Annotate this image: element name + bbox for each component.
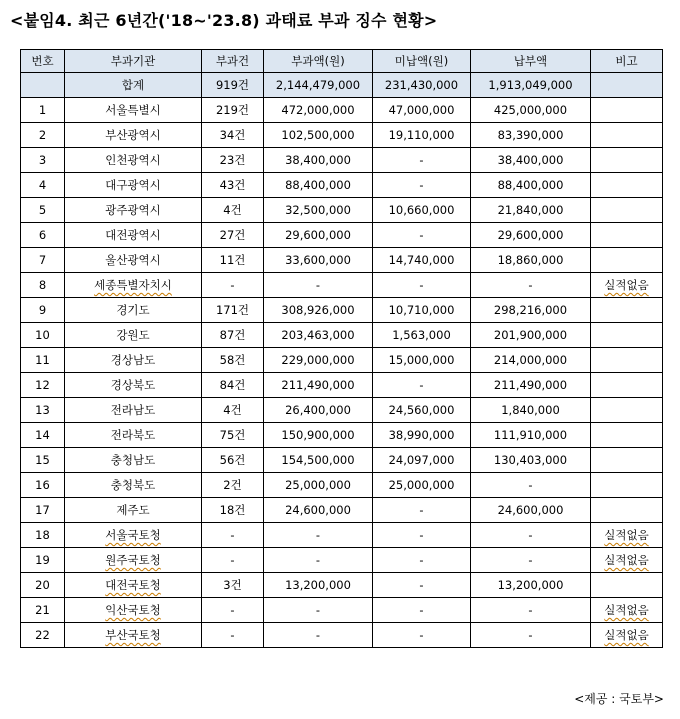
row-note: 실적없음 (591, 523, 663, 548)
row-note: 실적없음 (591, 623, 663, 648)
total-label: 합계 (65, 73, 202, 98)
row-unpaid: 1,563,000 (373, 323, 471, 348)
row-imposed: 154,500,000 (264, 448, 373, 473)
row-agency: 서울특별시 (65, 98, 202, 123)
row-agency: 대전국토청 (65, 573, 202, 598)
row-note: 실적없음 (591, 548, 663, 573)
row-note (591, 498, 663, 523)
row-agency: 광주광역시 (65, 198, 202, 223)
row-imposed: - (264, 598, 373, 623)
row-count: 171건 (202, 298, 264, 323)
row-agency: 경상남도 (65, 348, 202, 373)
total-count: 919건 (202, 73, 264, 98)
row-note (591, 98, 663, 123)
table-row (21, 173, 663, 198)
row-paid: 88,400,000 (471, 173, 591, 198)
table-row (21, 273, 663, 298)
row-unpaid: - (373, 548, 471, 573)
row-no: 11 (21, 348, 65, 373)
row-paid: 1,840,000 (471, 398, 591, 423)
row-agency: 강원도 (65, 323, 202, 348)
row-imposed: 102,500,000 (264, 123, 373, 148)
table-row (21, 473, 663, 498)
row-paid: 201,900,000 (471, 323, 591, 348)
row-agency: 원주국토청 (65, 548, 202, 573)
row-no: 15 (21, 448, 65, 473)
row-agency: 대전광역시 (65, 223, 202, 248)
row-paid: 83,390,000 (471, 123, 591, 148)
row-no: 10 (21, 323, 65, 348)
row-paid: - (471, 473, 591, 498)
row-note (591, 573, 663, 598)
table-row (21, 523, 663, 548)
row-imposed: 13,200,000 (264, 573, 373, 598)
row-paid: 38,400,000 (471, 148, 591, 173)
table-row (21, 548, 663, 573)
row-no: 20 (21, 573, 65, 598)
table-row (21, 448, 663, 473)
row-agency: 익산국토청 (65, 598, 202, 623)
row-agency: 전라남도 (65, 398, 202, 423)
row-paid: - (471, 273, 591, 298)
row-no: 9 (21, 298, 65, 323)
row-imposed: - (264, 548, 373, 573)
row-agency: 부산국토청 (65, 623, 202, 648)
row-no: 16 (21, 473, 65, 498)
row-count: 56건 (202, 448, 264, 473)
row-imposed: 472,000,000 (264, 98, 373, 123)
row-no: 19 (21, 548, 65, 573)
row-unpaid: - (373, 598, 471, 623)
row-unpaid: 10,710,000 (373, 298, 471, 323)
row-count: 2건 (202, 473, 264, 498)
row-no: 12 (21, 373, 65, 398)
row-note (591, 448, 663, 473)
row-count: 4건 (202, 198, 264, 223)
row-unpaid: - (373, 498, 471, 523)
total-paid: 1,913,049,000 (471, 73, 591, 98)
row-no: 8 (21, 273, 65, 298)
row-agency: 경기도 (65, 298, 202, 323)
row-count: - (202, 598, 264, 623)
column-header-note: 비고 (591, 50, 663, 73)
row-paid: - (471, 623, 591, 648)
row-count: 23건 (202, 148, 264, 173)
row-imposed: 38,400,000 (264, 148, 373, 173)
table-row (21, 573, 663, 598)
row-count: 219건 (202, 98, 264, 123)
row-unpaid: 10,660,000 (373, 198, 471, 223)
row-unpaid: 19,110,000 (373, 123, 471, 148)
column-header-paid: 납부액 (471, 50, 591, 73)
row-imposed: 308,926,000 (264, 298, 373, 323)
table-row (21, 348, 663, 373)
row-paid: - (471, 548, 591, 573)
table-row (21, 248, 663, 273)
row-no: 18 (21, 523, 65, 548)
row-no: 14 (21, 423, 65, 448)
row-paid: 298,216,000 (471, 298, 591, 323)
row-unpaid: 15,000,000 (373, 348, 471, 373)
row-count: 18건 (202, 498, 264, 523)
row-paid: 24,600,000 (471, 498, 591, 523)
row-note (591, 148, 663, 173)
table-row (21, 98, 663, 123)
row-paid: 425,000,000 (471, 98, 591, 123)
row-no: 13 (21, 398, 65, 423)
row-imposed: 32,500,000 (264, 198, 373, 223)
row-count: 58건 (202, 348, 264, 373)
row-unpaid: 14,740,000 (373, 248, 471, 273)
row-imposed: 33,600,000 (264, 248, 373, 273)
row-agency: 충청북도 (65, 473, 202, 498)
row-agency: 대구광역시 (65, 173, 202, 198)
row-note (591, 423, 663, 448)
row-paid: 13,200,000 (471, 573, 591, 598)
collection-status-table (20, 49, 663, 648)
row-no: 3 (21, 148, 65, 173)
row-count: 3건 (202, 573, 264, 598)
row-agency: 울산광역시 (65, 248, 202, 273)
row-count: 84건 (202, 373, 264, 398)
row-no: 5 (21, 198, 65, 223)
table-row (21, 598, 663, 623)
row-imposed: 150,900,000 (264, 423, 373, 448)
row-note (591, 323, 663, 348)
row-no: 22 (21, 623, 65, 648)
row-count: - (202, 623, 264, 648)
row-count: - (202, 548, 264, 573)
row-no: 2 (21, 123, 65, 148)
row-imposed: - (264, 623, 373, 648)
row-paid: - (471, 598, 591, 623)
table-row (21, 623, 663, 648)
row-imposed: 229,000,000 (264, 348, 373, 373)
total-unpaid: 231,430,000 (373, 73, 471, 98)
row-paid: 18,860,000 (471, 248, 591, 273)
table-row (21, 223, 663, 248)
table-row (21, 198, 663, 223)
total-no (21, 73, 65, 98)
row-no: 4 (21, 173, 65, 198)
table-row (21, 398, 663, 423)
row-count: 43건 (202, 173, 264, 198)
table-row (21, 148, 663, 173)
table-row (21, 298, 663, 323)
row-unpaid: - (373, 173, 471, 198)
column-header-unpaid: 미납액(원) (373, 50, 471, 73)
row-note: 실적없음 (591, 273, 663, 298)
row-unpaid: 47,000,000 (373, 98, 471, 123)
row-unpaid: 24,097,000 (373, 448, 471, 473)
row-agency: 제주도 (65, 498, 202, 523)
total-note (591, 73, 663, 98)
source-credit: <제공 : 국토부> (574, 692, 664, 706)
table-row (21, 423, 663, 448)
row-count: 27건 (202, 223, 264, 248)
row-count: 34건 (202, 123, 264, 148)
row-imposed: 29,600,000 (264, 223, 373, 248)
total-row (21, 73, 663, 98)
row-imposed: 88,400,000 (264, 173, 373, 198)
row-note (591, 298, 663, 323)
row-count: 4건 (202, 398, 264, 423)
row-agency: 경상북도 (65, 373, 202, 398)
row-unpaid: - (373, 223, 471, 248)
row-imposed: 211,490,000 (264, 373, 373, 398)
row-note (591, 198, 663, 223)
row-imposed: 26,400,000 (264, 398, 373, 423)
row-imposed: 25,000,000 (264, 473, 373, 498)
row-no: 17 (21, 498, 65, 523)
total-imposed: 2,144,479,000 (264, 73, 373, 98)
row-count: 75건 (202, 423, 264, 448)
row-paid: 21,840,000 (471, 198, 591, 223)
column-header-count: 부과건 (202, 50, 264, 73)
row-agency: 전라북도 (65, 423, 202, 448)
row-count: - (202, 523, 264, 548)
row-paid: 29,600,000 (471, 223, 591, 248)
row-agency: 서울국토청 (65, 523, 202, 548)
row-note (591, 248, 663, 273)
row-note (591, 348, 663, 373)
row-paid: 130,403,000 (471, 448, 591, 473)
header-row (21, 50, 663, 73)
row-paid: 111,910,000 (471, 423, 591, 448)
row-note (591, 398, 663, 423)
page-title: <붙임4. 최근 6년간('18~'23.8) 과태료 부과 징수 현황> (10, 11, 438, 30)
row-agency: 인천광역시 (65, 148, 202, 173)
row-imposed: - (264, 273, 373, 298)
row-imposed: - (264, 523, 373, 548)
row-note (591, 473, 663, 498)
row-no: 7 (21, 248, 65, 273)
column-header-imposed: 부과액(원) (264, 50, 373, 73)
row-no: 21 (21, 598, 65, 623)
row-unpaid: - (373, 373, 471, 398)
row-paid: - (471, 523, 591, 548)
row-count: 11건 (202, 248, 264, 273)
row-imposed: 203,463,000 (264, 323, 373, 348)
row-paid: 214,000,000 (471, 348, 591, 373)
table-row (21, 123, 663, 148)
table-row (21, 373, 663, 398)
table-row (21, 498, 663, 523)
row-note (591, 373, 663, 398)
row-unpaid: - (373, 573, 471, 598)
row-note: 실적없음 (591, 598, 663, 623)
row-note (591, 173, 663, 198)
table-row (21, 323, 663, 348)
row-unpaid: - (373, 273, 471, 298)
row-unpaid: 24,560,000 (373, 398, 471, 423)
row-agency: 부산광역시 (65, 123, 202, 148)
row-no: 6 (21, 223, 65, 248)
row-unpaid: - (373, 148, 471, 173)
row-note (591, 123, 663, 148)
row-paid: 211,490,000 (471, 373, 591, 398)
row-agency: 세종특별자치시 (65, 273, 202, 298)
row-imposed: 24,600,000 (264, 498, 373, 523)
row-no: 1 (21, 98, 65, 123)
row-count: - (202, 273, 264, 298)
row-note (591, 223, 663, 248)
row-unpaid: - (373, 623, 471, 648)
row-unpaid: 38,990,000 (373, 423, 471, 448)
row-unpaid: 25,000,000 (373, 473, 471, 498)
column-header-agency: 부과기관 (65, 50, 202, 73)
row-count: 87건 (202, 323, 264, 348)
column-header-no: 번호 (21, 50, 65, 73)
row-agency: 충청남도 (65, 448, 202, 473)
row-unpaid: - (373, 523, 471, 548)
